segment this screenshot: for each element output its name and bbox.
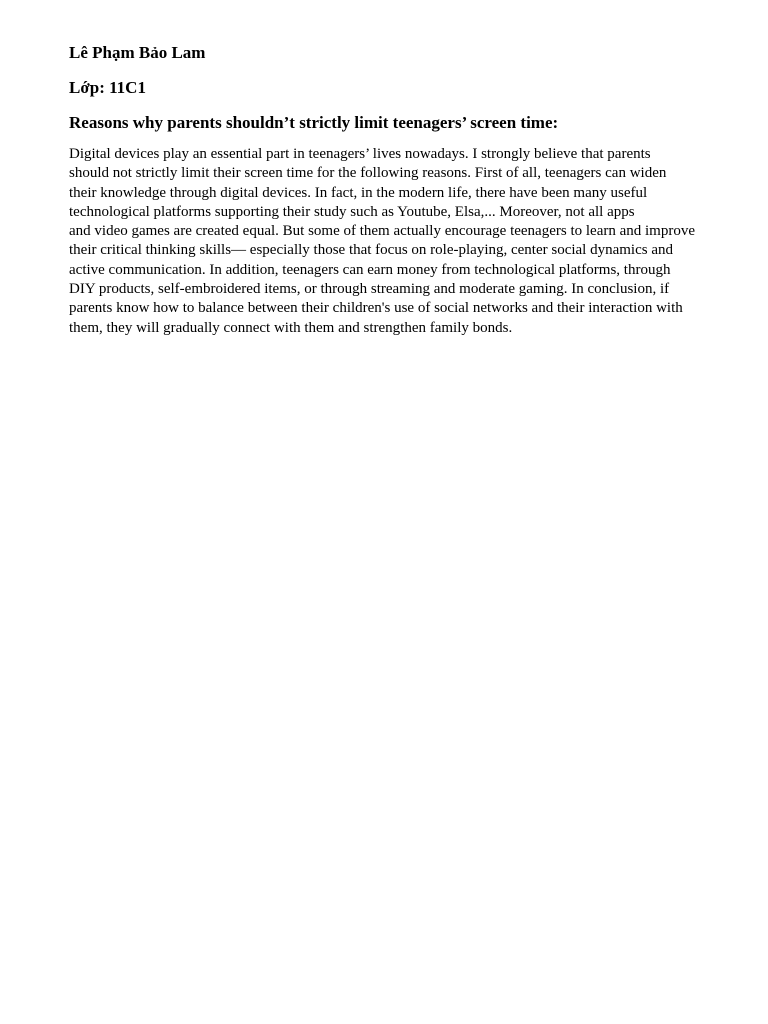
body-line: them, they will gradually connect with them and strengthen family bonds. — [69, 319, 513, 336]
document-page — [69, 42, 729, 338]
author-name: Lê Phạm Bảo Lam — [69, 43, 206, 62]
body-line: their knowledge through digital devices. In fact, in the modern life, there have been many useful — [69, 184, 648, 201]
essay-body — [69, 145, 729, 338]
body-line: and video games are created equal. But some of them actually encourage teenagers to learn and improve — [69, 223, 695, 240]
body-line: their critical thinking skills— especially those that focus on role-playing, center social dynamics and — [69, 242, 673, 259]
body-line: parents know how to balance between their children's use of social networks and their interaction with — [69, 300, 683, 317]
class-label: Lớp: 11C1 — [69, 78, 146, 97]
essay-title: Reasons why parents shouldn’t strictly limit teenagers’ screen time: — [69, 113, 559, 132]
body-line: technological platforms supporting their study such as Youtube, Elsa,... Moreover, not all apps — [69, 203, 635, 220]
body-line: should not strictly limit their screen time for the following reasons. First of all, teenagers can widen — [69, 165, 667, 182]
body-line: DIY products, self-embroidered items, or through streaming and moderate gaming. In conclusion, if — [69, 281, 670, 298]
body-line: active communication. In addition, teenagers can earn money from technological platforms, through — [69, 261, 671, 278]
body-line: Digital devices play an essential part in teenagers’ lives nowadays. I strongly believe that parents — [69, 146, 651, 162]
